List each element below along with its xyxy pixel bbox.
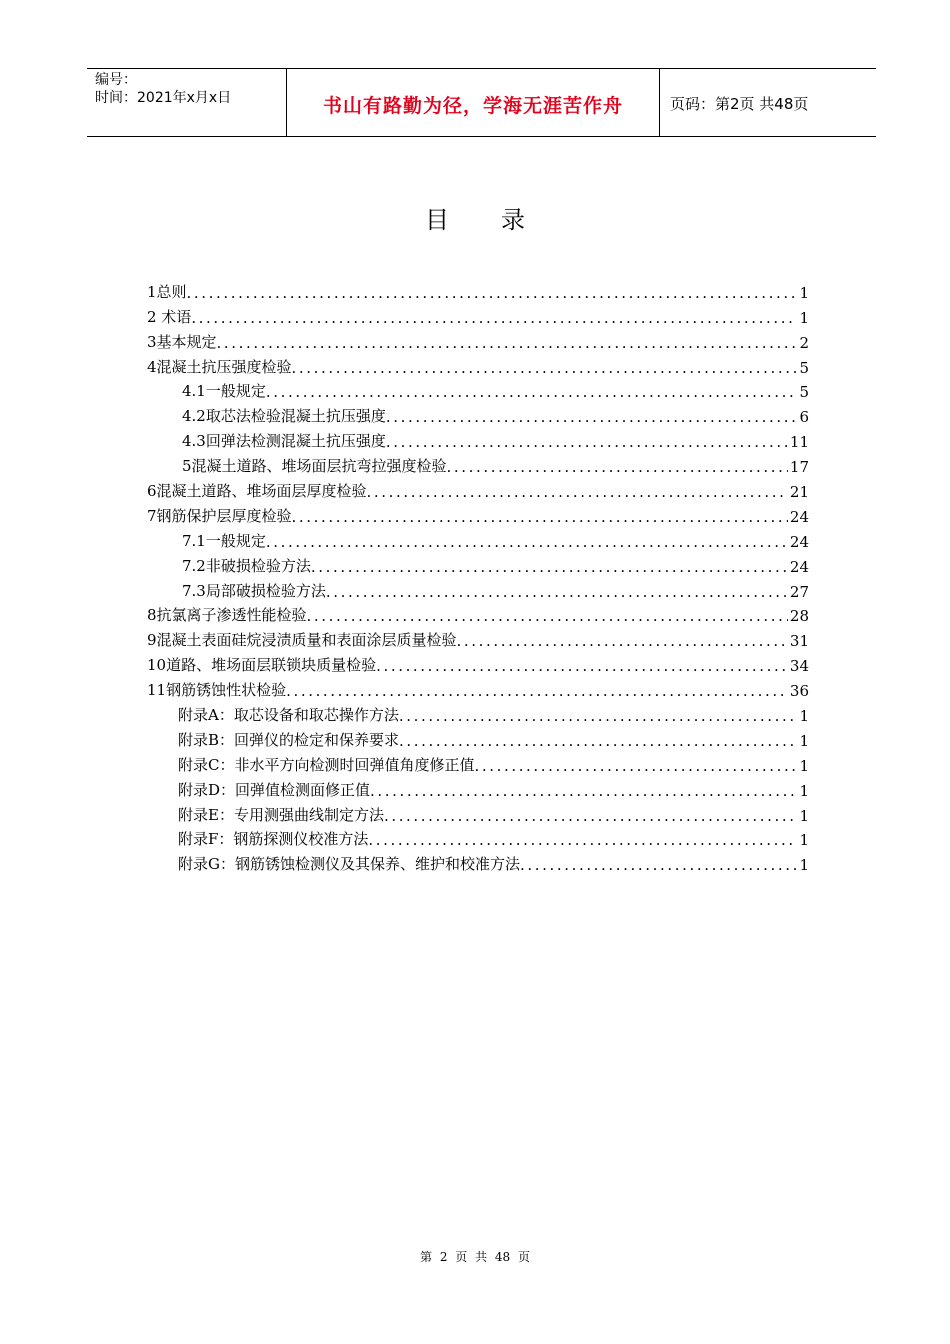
toc-dot-leader — [266, 383, 798, 403]
toc-entry-page: 2 — [799, 333, 809, 352]
toc-entry-title: 6混凝土道路、堆场面层厚度检验 — [147, 482, 367, 501]
toc-dot-leader — [386, 408, 798, 428]
page-footer: 第 2 页 共 48 页 — [420, 1250, 530, 1264]
toc-dot-leader — [292, 359, 798, 379]
toc-entry[interactable] — [147, 578, 809, 603]
toc-dot-leader — [311, 558, 788, 578]
toc-entry-title: 4.2取芯法检验混凝土抗压强度 — [182, 407, 386, 426]
toc-entry[interactable] — [147, 279, 809, 304]
toc-entry[interactable] — [147, 478, 809, 503]
toc-entry[interactable] — [147, 428, 809, 453]
toc-entry-page: 24 — [789, 532, 809, 551]
toc-entry[interactable] — [147, 453, 809, 478]
toc-entry[interactable] — [147, 802, 809, 827]
toc-entry-page: 34 — [789, 657, 809, 676]
toc-dot-leader — [187, 284, 798, 304]
toc-entry-page: 31 — [789, 632, 809, 651]
toc-entry-page: 1 — [799, 856, 809, 875]
toc-entry-title: 附录E：专用测强曲线制定方法 — [178, 805, 384, 824]
toc-dot-leader — [399, 707, 798, 727]
toc-entry-page: 17 — [789, 458, 809, 477]
toc-entry-title: 11钢筋锈蚀性状检验 — [147, 681, 287, 700]
toc-entry-title: 3基本规定 — [147, 332, 217, 351]
toc-entry-title: 10道路、堆场面层联锁块质量检验 — [147, 656, 377, 675]
toc-entry-title: 7钢筋保护层厚度检验 — [147, 506, 292, 525]
toc-entry[interactable] — [147, 702, 809, 727]
toc-entry[interactable] — [147, 851, 809, 876]
toc-entry-page: 27 — [789, 582, 809, 601]
toc-entry[interactable] — [147, 827, 809, 852]
toc-entry-page: 28 — [789, 607, 809, 626]
toc-entry-page: 1 — [799, 731, 809, 750]
toc-entry-page: 1 — [799, 831, 809, 850]
header-meta — [87, 69, 287, 136]
toc-dot-leader — [384, 807, 798, 827]
code-label: 编号： — [95, 72, 137, 88]
toc-entry-title: 1总则 — [147, 282, 187, 301]
toc-entry[interactable] — [147, 652, 809, 677]
toc-entry-title: 附录G：钢筋锈蚀检测仪及其保养、维护和校准方法 — [178, 855, 520, 874]
toc-dot-leader — [399, 732, 797, 752]
toc-entry[interactable] — [147, 503, 809, 528]
toc-entry-title: 附录A：取芯设备和取芯操作方法 — [178, 706, 399, 725]
page-header — [87, 68, 876, 137]
toc-entry-title: 4混凝土抗压强度检验 — [147, 357, 292, 376]
toc-entry-title: 7.1一般规定 — [182, 531, 266, 550]
toc-entry-page: 21 — [789, 483, 809, 502]
toc-entry[interactable] — [147, 752, 809, 777]
toc-dot-leader — [326, 583, 788, 603]
toc-entry-page: 1 — [799, 756, 809, 775]
page-title: 目录 — [425, 206, 577, 234]
toc-entry-page: 1 — [799, 308, 809, 327]
toc-entry-title: 2 术语 — [147, 307, 192, 326]
toc-dot-leader — [520, 856, 797, 876]
toc-entry[interactable] — [147, 727, 809, 752]
toc-dot-leader — [307, 607, 788, 627]
toc-entry[interactable] — [147, 304, 809, 329]
toc-entry-page: 1 — [799, 707, 809, 726]
toc-entry-title: 9混凝土表面硅烷浸渍质量和表面涂层质量检验 — [147, 631, 457, 650]
toc-dot-leader — [447, 458, 788, 478]
header-motto: 书山有路勤为径，学海无涯苦作舟 — [287, 69, 660, 136]
toc-entry[interactable] — [147, 528, 809, 553]
toc-entry[interactable] — [147, 603, 809, 628]
toc-dot-leader — [368, 831, 797, 851]
toc-entry[interactable] — [147, 354, 809, 379]
toc-entry[interactable] — [147, 777, 809, 802]
toc-entry[interactable] — [147, 329, 809, 354]
toc-dot-leader — [457, 632, 788, 652]
toc-entry-page: 5 — [799, 358, 809, 377]
toc-entry-page: 5 — [799, 383, 809, 402]
toc-entry-page: 24 — [789, 557, 809, 576]
toc-entry-page: 1 — [799, 781, 809, 800]
toc-dot-leader — [266, 533, 788, 553]
toc-entry-page: 24 — [789, 507, 809, 526]
header-page-info: 页码：第2页 共48页 — [670, 95, 809, 113]
toc-entry-page: 1 — [799, 806, 809, 825]
toc-dot-leader — [292, 508, 788, 528]
toc-entry-title: 8抗氯离子渗透性能检验 — [147, 606, 307, 625]
toc-entry-page: 11 — [789, 433, 809, 452]
date-label: 时间：2021年x月x日 — [95, 90, 232, 106]
toc-entry-title: 4.3回弹法检测混凝土抗压强度 — [182, 432, 386, 451]
toc-entry[interactable] — [147, 379, 809, 404]
toc-entry-title: 附录D：回弹值检测面修正值 — [178, 780, 371, 799]
toc-entry-page: 1 — [799, 283, 809, 302]
toc-entry-page: 36 — [789, 682, 809, 701]
toc-entry-title: 附录F：钢筋探测仪校准方法 — [178, 830, 369, 849]
toc-entry-title: 附录B：回弹仪的检定和保养要求 — [178, 730, 400, 749]
toc-dot-leader — [217, 334, 798, 354]
toc-entry-title: 7.2非破损检验方法 — [182, 556, 311, 575]
toc-entry-title: 附录C：非水平方向检测时回弹值角度修正值 — [178, 755, 475, 774]
toc-dot-leader — [376, 657, 788, 677]
toc-entry[interactable] — [147, 627, 809, 652]
toc-entry[interactable] — [147, 553, 809, 578]
toc-entry-title: 4.1一般规定 — [182, 382, 266, 401]
toc-entry-page: 6 — [799, 408, 809, 427]
table-of-contents — [147, 279, 809, 876]
toc-entry-title: 5混凝土道路、堆场面层抗弯拉强度检验 — [182, 457, 447, 476]
toc-dot-leader — [286, 682, 788, 702]
toc-entry-title: 7.3局部破损检验方法 — [182, 581, 326, 600]
toc-dot-leader — [191, 309, 797, 329]
toc-dot-leader — [386, 433, 788, 453]
toc-dot-leader — [474, 757, 797, 777]
toc-entry[interactable] — [147, 403, 809, 428]
toc-dot-leader — [367, 483, 788, 503]
toc-dot-leader — [370, 782, 797, 802]
toc-entry[interactable] — [147, 677, 809, 702]
